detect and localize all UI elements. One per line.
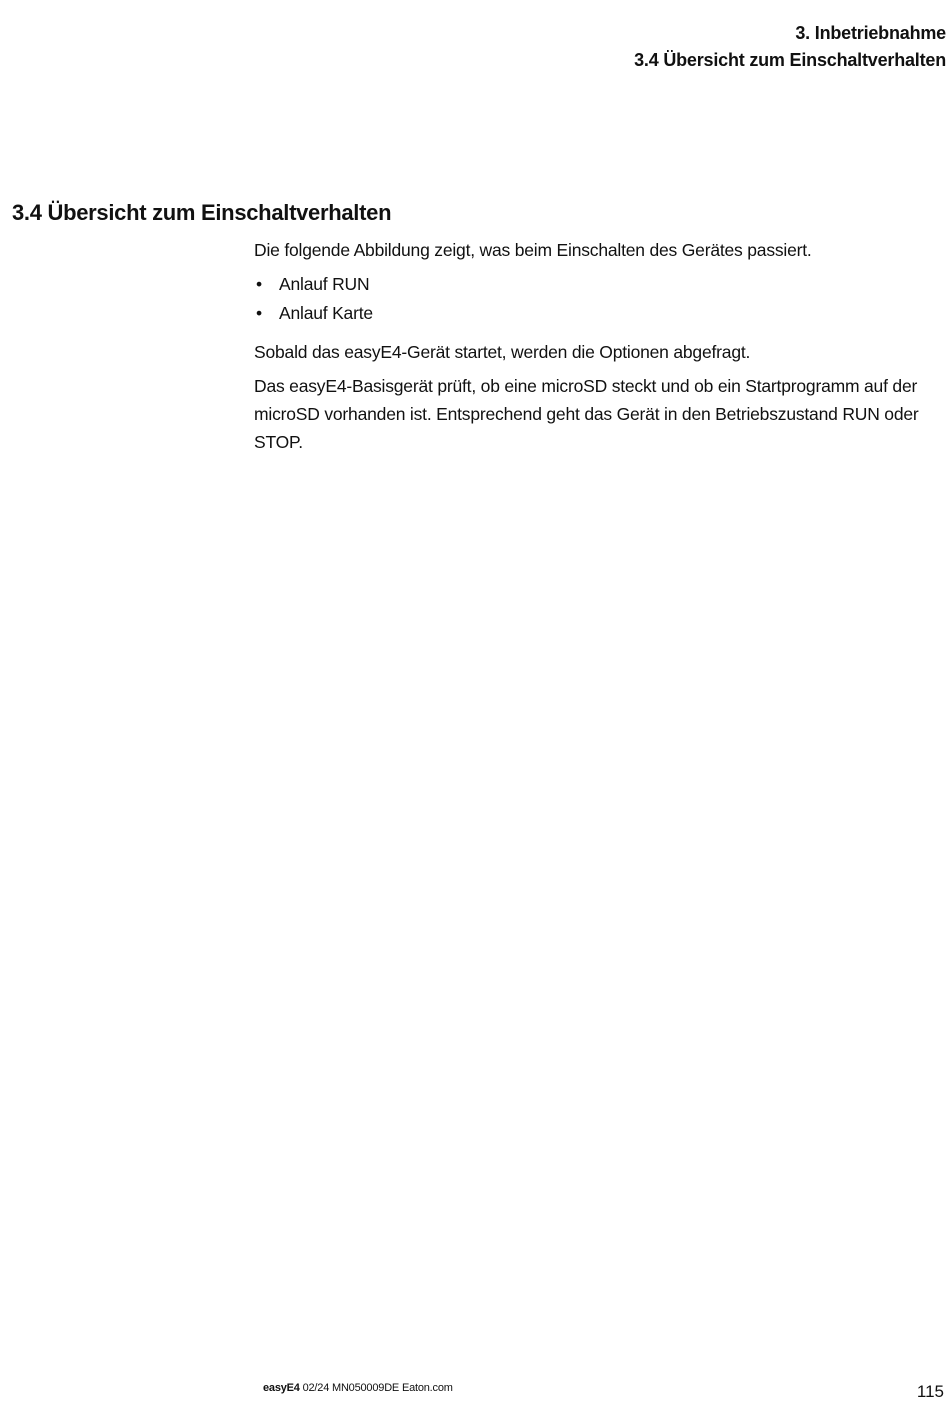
list-item: [254, 299, 944, 328]
body-paragraph: Sobald das easyE4-Gerät startet, werden die Optionen abgefragt.: [254, 342, 751, 362]
running-header: [634, 20, 946, 74]
footer-product: easyE4: [263, 1382, 300, 1394]
header-chapter: 3. Inbetriebnahme: [795, 23, 946, 43]
body-column: [254, 236, 944, 456]
page-footer: [263, 1381, 453, 1395]
intro-paragraph: Die folgende Abbildung zeigt, was beim Einschalten des Gerätes passiert.: [254, 240, 812, 260]
body-paragraph: Das easyE4-Basisgerät prüft, ob eine microSD steckt und ob ein Startprogramm auf der microSD vorhanden ist. Entsprechend geht das Gerät in den Betriebszustand RUN oder STOP.: [254, 376, 919, 452]
footer-website: Eaton.com: [401, 1382, 453, 1394]
page-number: 115: [916, 1382, 944, 1401]
footer-info: 02/24 MN050009DE: [302, 1382, 400, 1394]
section-heading: 3.4 Übersicht zum Einschaltverhalten: [12, 200, 392, 225]
bullet-icon: •: [256, 303, 262, 323]
list-item-label: Anlauf Karte: [279, 303, 373, 323]
list-item-label: Anlauf RUN: [279, 274, 370, 294]
startup-bullet-list: [254, 270, 944, 328]
list-item: [254, 270, 944, 299]
bullet-icon: •: [256, 274, 262, 294]
header-section: 3.4 Übersicht zum Einschaltverhalten: [634, 50, 946, 70]
